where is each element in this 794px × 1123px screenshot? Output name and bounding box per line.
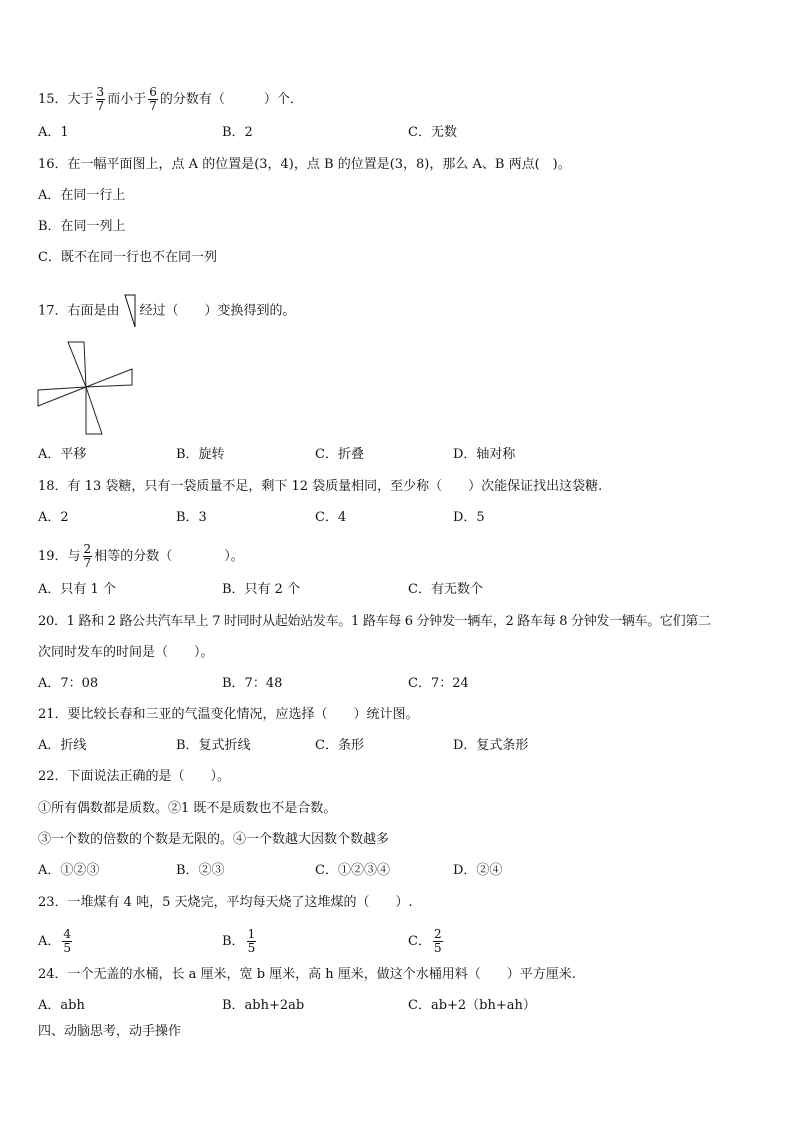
q17-option-d: D．轴对称 (453, 447, 516, 462)
section-4-heading: 四、动脑思考，动手操作 (38, 1024, 182, 1039)
q24-option-c: C．ab+2（bh+ah） (408, 998, 536, 1013)
q18-option-a: A．2 (38, 510, 69, 525)
q24-option-a: A．abh (38, 998, 85, 1013)
q21-option-b: B．复式折线 (176, 738, 251, 753)
q15-stem (38, 86, 303, 113)
q15-fraction-2: $\frac{6}{7}$ (149, 85, 157, 113)
q19-text-post: 相等的分数（ ）。 (94, 549, 244, 564)
q23-option-c-fraction: $\frac{2}{5}$ (433, 927, 442, 955)
q15-fraction-1: $\frac{3}{7}$ (96, 85, 105, 113)
q19-option-b: B．只有 2 个 (222, 582, 301, 597)
q23-option-b (222, 928, 258, 955)
q19-text-pre: 19．与 (38, 549, 81, 564)
q23-option-c (408, 928, 445, 955)
q23-stem: 23．一堆煤有 4 吨，5 天烧完，平均每天烧了这堆煤的（ ）. (38, 895, 413, 910)
q23-option-b-label: B． (222, 934, 245, 949)
q16-option-b: B．在同一列上 (38, 219, 126, 234)
q16-option-c: C．既不在同一行也不在同一列 (38, 250, 217, 265)
q21-option-d: D．复式条形 (453, 738, 529, 753)
triangle-shape-icon (124, 294, 136, 328)
q22-option-c: C．①②③④ (315, 863, 390, 878)
triangle-bottom (86, 387, 102, 434)
q22-stem: 22．下面说法正确的是（ ）。 (38, 769, 231, 784)
q24-option-b: B．abh+2ab (222, 998, 305, 1013)
q15-option-a: A．1 (38, 125, 69, 140)
q15-text-post: 的分数有（ ）个． (159, 92, 303, 107)
q18-option-d: D．5 (453, 510, 485, 525)
q19-option-c: C．有无数个 (408, 582, 483, 597)
q19-stem (38, 543, 244, 570)
q17-option-c: C．折叠 (315, 447, 364, 462)
q20-option-c: C．7：24 (408, 676, 469, 691)
q16-stem: 16．在一幅平面图上，点 A 的位置是(3，4)，点 B 的位置是(3，8)，那么 A、B 两点( )。 (38, 157, 571, 172)
q23-option-c-label: C． (408, 934, 431, 949)
q17-stem (38, 294, 296, 328)
q23-option-b-fraction: $\frac{1}{5}$ (247, 927, 256, 955)
q21-option-a: A．折线 (38, 738, 87, 753)
q22-statement-1: ①所有偶数都是质数。②1 既不是质数也不是合数。 (38, 801, 337, 816)
triangle-left (38, 387, 86, 406)
q22-option-d: D．②④ (453, 863, 503, 878)
q20-option-a: A．7：08 (38, 676, 99, 691)
triangle-right (86, 369, 132, 387)
q22-statement-2: ③一个数的倍数的个数是无限的。④一个数越大因数个数越多 (38, 832, 390, 847)
q17-option-b: B．旋转 (176, 447, 225, 462)
q20-stem-line2: 次同时发车的时间是（ ）。 (38, 645, 214, 660)
q19-fraction: $\frac{2}{7}$ (83, 542, 92, 570)
q17-text-pre: 17．右面是由 (38, 303, 120, 319)
q17-option-a: A．平移 (38, 447, 87, 462)
q22-option-a: A．①②③ (38, 863, 100, 878)
q21-option-c: C．条形 (315, 738, 364, 753)
q15-option-c: C．无数 (408, 125, 457, 140)
q23-option-a-fraction: $\frac{4}{5}$ (63, 927, 72, 955)
q18-option-c: C．4 (315, 510, 347, 525)
q16-option-a: A．在同一行上 (38, 188, 126, 203)
rotated-triangles-figure (36, 338, 136, 436)
q20-option-b: B．7：48 (222, 676, 283, 691)
q17-text-post: 经过（ ）变换得到的。 (139, 303, 296, 319)
q15-text-pre: 15．大于 (38, 92, 94, 107)
q21-stem: 21．要比较长春和三亚的气温变化情况，应选择（ ）统计图。 (38, 707, 419, 722)
q18-stem: 18．有 13 袋糖，只有一袋质量不足，剩下 12 袋质量相同，至少称（ ）次能保证找出这袋糖. (38, 479, 603, 494)
q22-option-b: B．②③ (176, 863, 225, 878)
q19-option-a: A．只有 1 个 (38, 582, 116, 597)
q15-text-mid: 而小于 (107, 92, 147, 107)
q18-option-b: B．3 (176, 510, 207, 525)
q23-option-a (38, 928, 74, 955)
q24-stem: 24．一个无盖的水桶，长 a 厘米，宽 b 厘米，高 h 厘米，做这个水桶用料（ ）平方厘米. (38, 967, 576, 982)
q20-stem-line1: 20．1 路和 2 路公共汽车早上 7 时同时从起始站发车。1 路车每 6 分钟发一辆车，2 路车每 8 分钟发一辆车。它们第二 (38, 614, 711, 629)
q15-option-b: B．2 (222, 125, 253, 140)
q23-option-a-label: A． (38, 934, 61, 949)
triangle-top (68, 342, 86, 387)
